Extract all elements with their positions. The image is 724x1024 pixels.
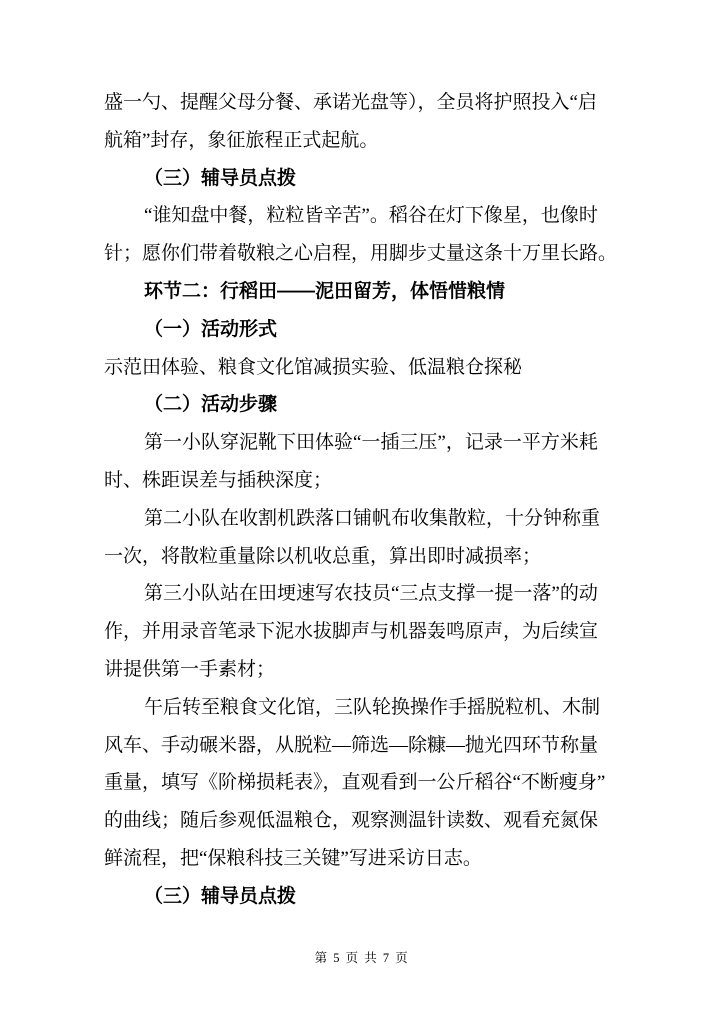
heading-line: （二）活动步骤 xyxy=(144,394,278,416)
text-line: 讲提供第一手素材； xyxy=(104,658,276,680)
text-line: 第二小队在收割机跌落口铺帆布收集散粒，十分钟称重 xyxy=(144,507,601,529)
text-line: 午后转至粮食文化馆，三队轮换操作手摇脱粒机、木制 xyxy=(144,696,601,718)
text-line: 一次，将散粒重量除以机收总重，算出即时减损率； xyxy=(104,545,542,567)
text-line: 盛一勺、提醒父母分餐、承诺光盘等），全员将护照投入“启 xyxy=(104,92,597,113)
text-line: 风车、手动碾米器，从脱粒—筛选—除糠—抛光四环节称量 xyxy=(104,734,599,756)
text-line: 航箱”封存，象征旅程正式起航。 xyxy=(104,129,379,151)
page-number-footer: 第 5 页 共 7 页 xyxy=(314,951,410,965)
text-line: 的曲线；随后参观低温粮仓，观察测温针读数、观看充氮保 xyxy=(104,810,599,832)
text-line: 鲜流程，把“保粮科技三关键”写进采访日志。 xyxy=(104,847,482,869)
text-line: 时、株距误差与插秧深度； xyxy=(104,469,333,491)
heading-line: 环节二：行稻田——泥田留芳，体悟惜粮情 xyxy=(144,280,506,302)
heading-line: （三）辅导员点拨 xyxy=(144,167,297,189)
text-line: 重量，填写《阶梯损耗表》，直观看到一公斤稻谷“不断瘦身” xyxy=(104,772,606,794)
text-line: 示范田体验、粮食文化馆减损实验、低温粮仓探秘 xyxy=(104,356,523,378)
heading-line: （一）活动形式 xyxy=(144,318,278,340)
text-line: 针；愿你们带着敬粮之心启程，用脚步丈量这条十万里长路。 xyxy=(104,243,618,265)
document-body xyxy=(104,84,634,916)
text-line: 作，并用录音笔录下泥水拔脚声与机器轰鸣原声，为后续宣 xyxy=(104,621,599,643)
heading-line: （三）辅导员点拨 xyxy=(144,885,297,907)
text-line: 第一小队穿泥靴下田体验“一插三压”，记录一平方米耗 xyxy=(144,432,598,454)
text-line: “谁知盘中餐，粒粒皆辛苦”。稻谷在灯下像星，也像时 xyxy=(144,205,598,227)
text-line: 第三小队站在田埂速写农技员“三点支撑一提一落”的动 xyxy=(144,583,598,605)
